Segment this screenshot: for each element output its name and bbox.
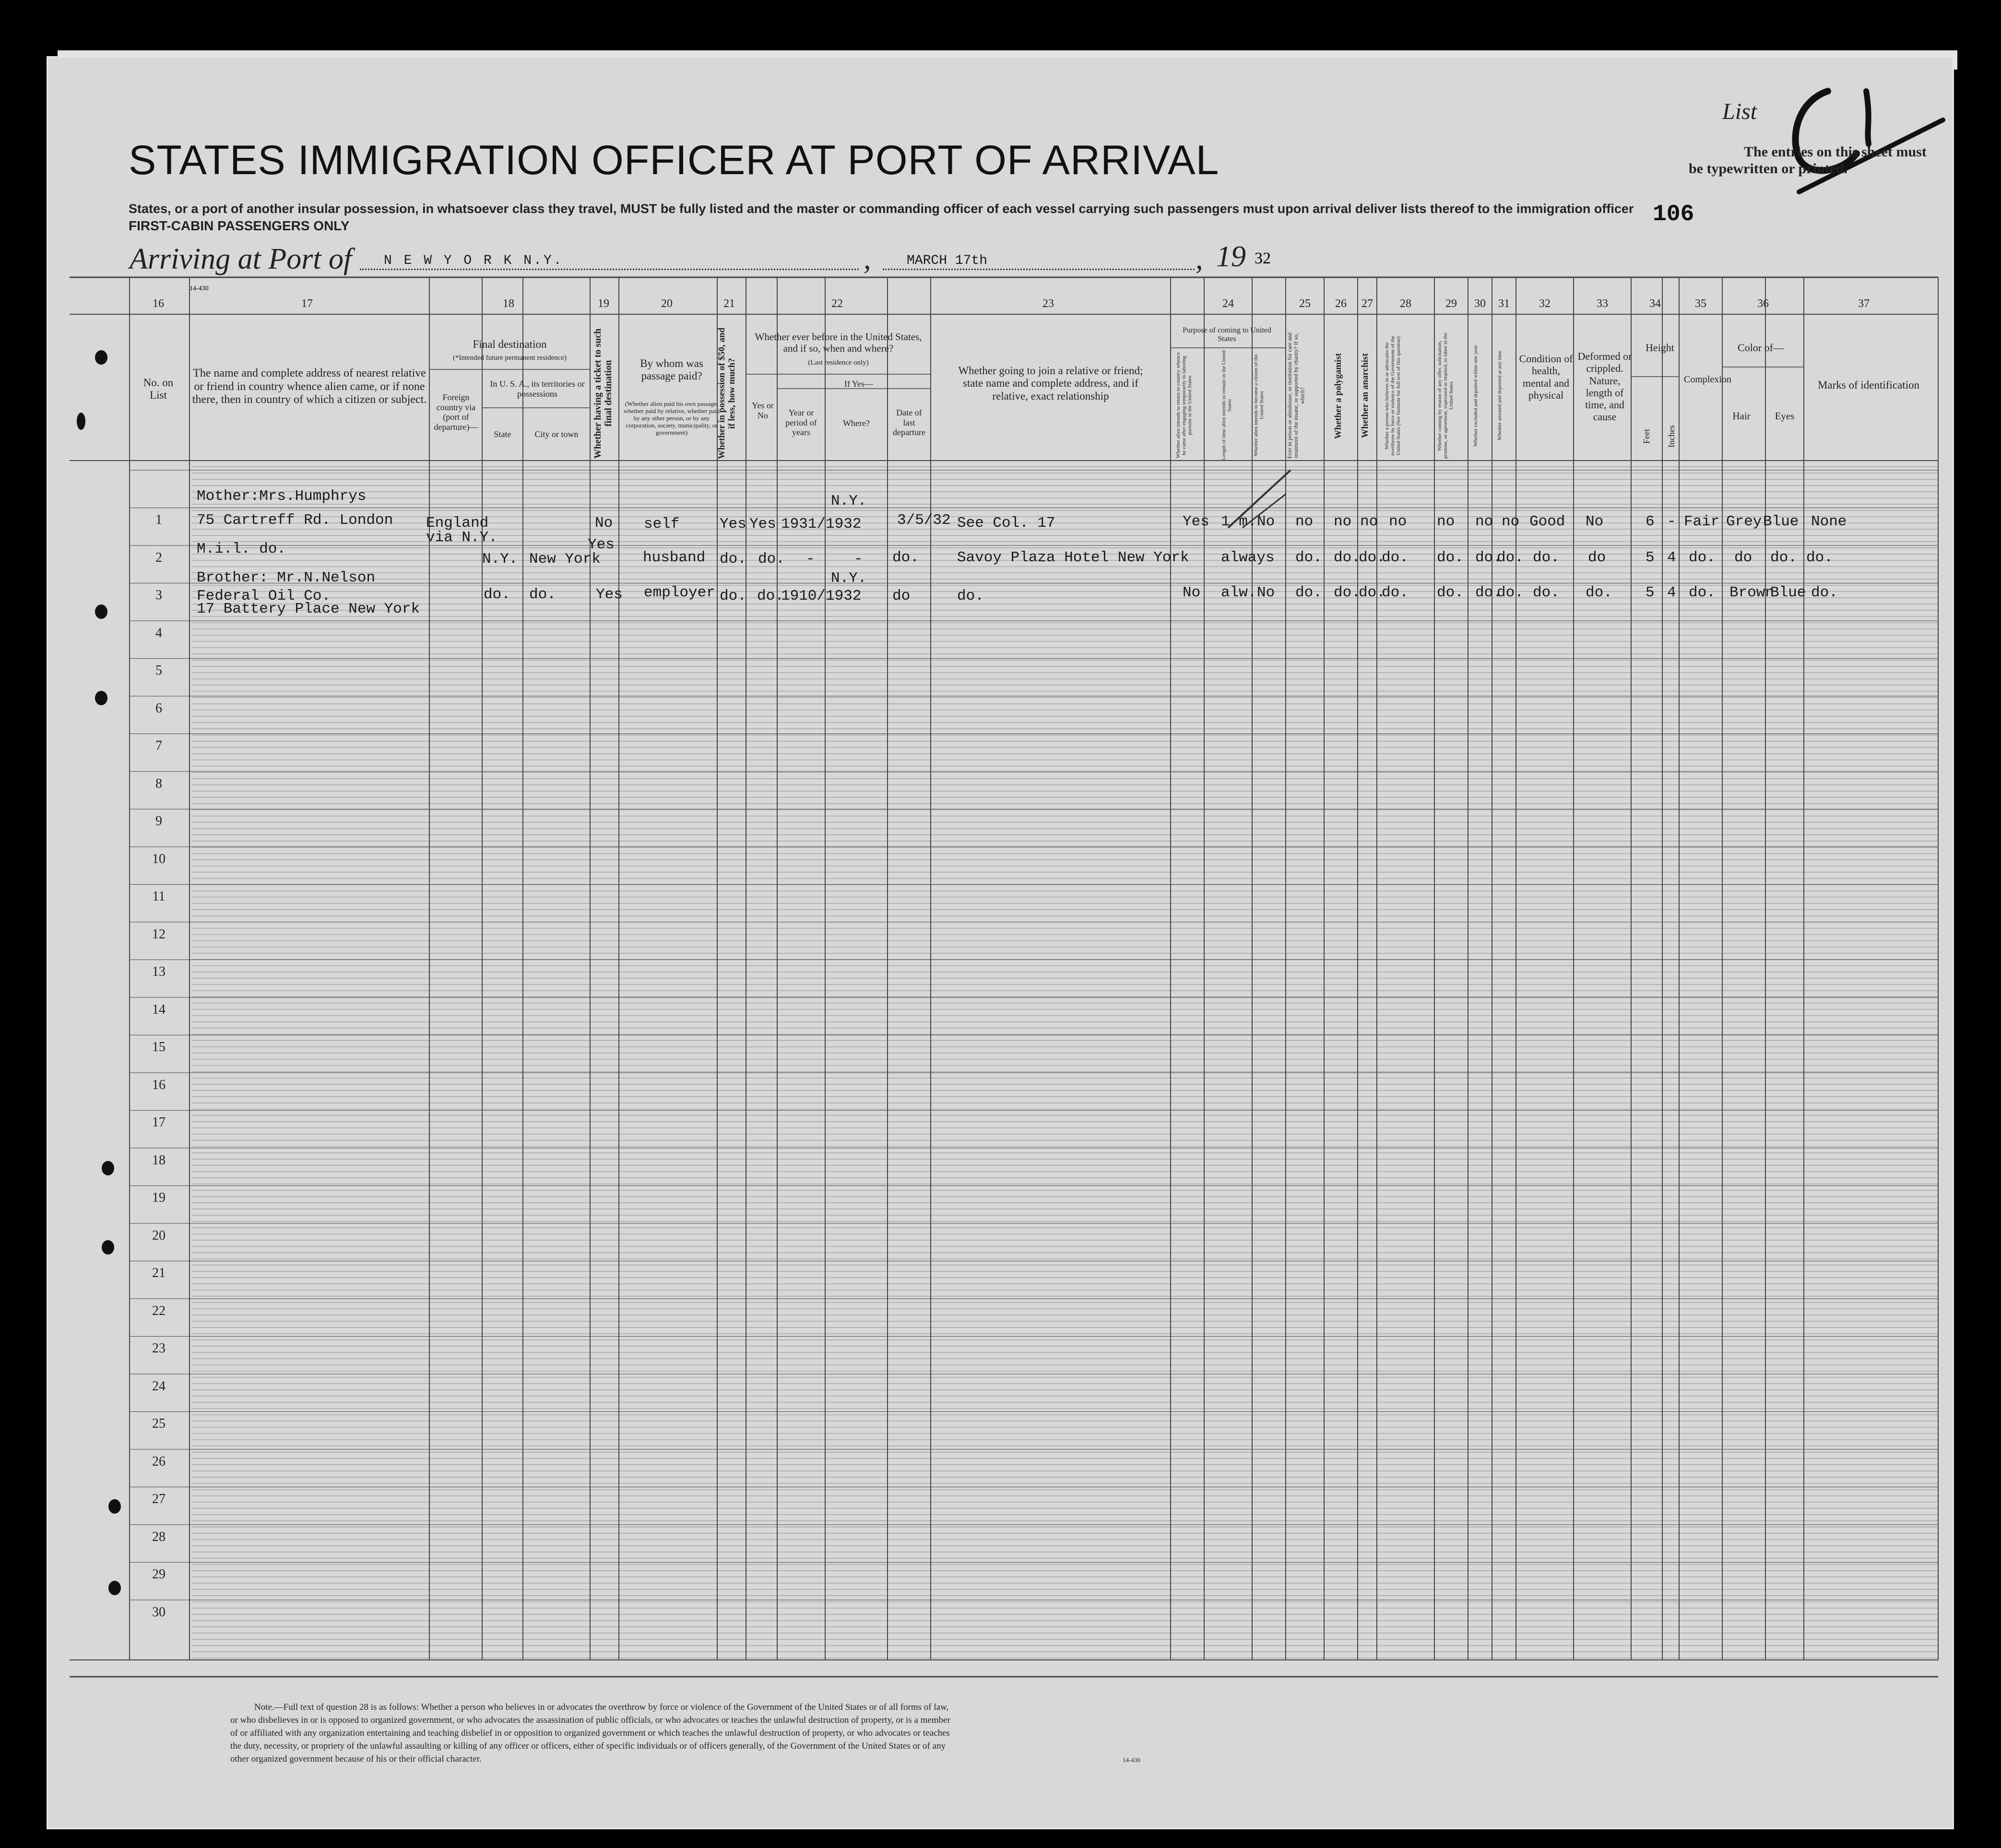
r3-before: do. — [757, 588, 784, 604]
r3-length: alw. — [1221, 584, 1257, 601]
row-number: 25 — [152, 1416, 166, 1431]
r3-q30: do. — [1475, 584, 1502, 601]
comma: , — [1196, 243, 1203, 275]
col19-header: Whether having a ticket to such final destination — [592, 328, 614, 459]
tick-marks-icon — [1219, 461, 1314, 537]
col24-header: Purpose of coming to United States — [1183, 326, 1271, 344]
row-number: 18 — [152, 1152, 166, 1168]
col18-foreign: Foreign country via (port of departure)— — [434, 392, 478, 432]
r3-where: N.Y. — [831, 570, 867, 587]
col36-header: Color of— — [1738, 342, 1784, 354]
column-number: 19 — [598, 297, 609, 310]
row-number: 3 — [155, 588, 162, 603]
r3-state: do. — [484, 586, 510, 603]
row-number: 17 — [152, 1115, 166, 1130]
r3-ticket: Yes — [596, 586, 623, 603]
col20-subheader: (Whether alien paid his own passage, whether paid by relative, whether paid by any other person, or by any corporation, society, municipality, or government) — [624, 400, 720, 436]
col32-header: Condition of health, mental and physical — [1519, 353, 1573, 401]
row-number: 13 — [152, 964, 166, 979]
column-number: 16 — [153, 297, 164, 310]
r2-q31: do. — [1497, 549, 1524, 566]
col35-header: Complexion — [1684, 374, 1731, 385]
col37-header: Marks of identification — [1817, 379, 1920, 391]
date-field: MARCH 17th — [907, 253, 988, 268]
r1-q28: no — [1389, 513, 1407, 530]
column-number: 36 — [1757, 297, 1769, 310]
r3-complexion: do. — [1689, 584, 1716, 601]
r2-year: - — [806, 551, 815, 568]
row-number: 27 — [152, 1492, 166, 1506]
column-number: 32 — [1539, 297, 1551, 310]
row-number: 14 — [152, 1002, 166, 1017]
col31-header: Whether arrested and deported at any time — [1497, 351, 1503, 441]
r3-purpose: No — [1183, 584, 1201, 601]
form-code: 14-430 — [189, 285, 209, 292]
column-number: 25 — [1299, 297, 1311, 310]
r1-q27: no — [1360, 513, 1378, 530]
row-number: 2 — [155, 550, 162, 565]
r2-health: do. — [1533, 549, 1560, 566]
row-number: 15 — [152, 1040, 166, 1054]
r3-q28: do. — [1382, 584, 1409, 601]
r2-depart: do. — [892, 549, 919, 566]
r2-join: Savoy Plaza Hotel New York — [957, 549, 1189, 566]
r1-foreign-b: via N.Y. — [426, 529, 497, 546]
column-number: 34 — [1649, 297, 1661, 310]
col28-header: Whether a person who believes in or advocates the overthrow by force or violence of the Government of the United States (See footnote for full text of this question) — [1384, 335, 1402, 456]
column-number: 21 — [723, 297, 735, 310]
r1-relative-a: Mother:Mrs.Humphrys — [197, 488, 367, 505]
col20-header: By whom was passage paid? — [640, 357, 703, 382]
row-number: 23 — [152, 1341, 166, 1356]
row-number: 28 — [152, 1529, 166, 1544]
row-number: 8 — [155, 776, 162, 791]
column-number: 31 — [1498, 297, 1510, 310]
list-label: List — [1722, 99, 1757, 124]
comma: , — [864, 243, 871, 275]
footnote-line-2: or who disbelieves in or is opposed to organized government, or who advocates the assassination of public officials, or who advocates or teaches the unlawful destruction of property, or is a member — [230, 1715, 950, 1725]
row-number: 9 — [155, 814, 162, 829]
r1-eyes: Blue — [1763, 513, 1799, 530]
r3-q31: do. — [1497, 584, 1524, 601]
r3-depart: do — [892, 588, 911, 604]
r2-q25: do. — [1295, 549, 1322, 566]
col23-header: Whether going to join a relative or friend; state name and complete address, and if relative, exact relationship — [958, 365, 1143, 402]
r2-marks: do. — [1806, 549, 1833, 566]
col22-ifyes: If Yes— — [844, 379, 873, 389]
row-number: 21 — [152, 1266, 166, 1280]
r1-hair: Grey — [1726, 513, 1762, 530]
r1-year: 1931/1932 — [781, 516, 862, 533]
row-number: 19 — [152, 1190, 166, 1205]
col18-header: Final destination — [473, 338, 547, 350]
r1-where: N.Y. — [831, 493, 867, 509]
port-field: N E W Y O R K N.Y. — [384, 253, 564, 268]
col18-subheader: (*Intended future permanent residence) — [453, 354, 567, 362]
row-number: 1 — [155, 512, 162, 527]
entries-note-2: be typewritten or printed. — [1689, 161, 1848, 177]
r3-q29: do. — [1437, 584, 1464, 601]
column-number: 26 — [1335, 297, 1347, 310]
row-number: 6 — [155, 700, 162, 716]
r1-paid: self — [644, 516, 680, 533]
column-number: 27 — [1362, 297, 1373, 310]
col16-header: No. on List — [143, 377, 174, 402]
page-title: STATES IMMIGRATION OFFICER AT PORT OF ARRIVAL — [129, 137, 1220, 183]
r1-join: See Col. 17 — [957, 515, 1055, 532]
r2-deformed: do — [1588, 549, 1606, 566]
r1-marks: None — [1811, 513, 1847, 530]
col33-header: Deformed or crippled. Nature, length of time, and cause — [1577, 350, 1632, 423]
col36-hair: Hair — [1732, 410, 1751, 422]
r1-q26: no — [1334, 513, 1352, 530]
r2-eyes: do. — [1770, 549, 1797, 566]
r2-inches: 4 — [1667, 549, 1676, 566]
row-number: 5 — [155, 663, 162, 678]
r3-city: do. — [529, 586, 556, 603]
column-number: 18 — [503, 297, 514, 310]
col34-feet: Feet — [1642, 429, 1651, 444]
r2-hair: do — [1734, 549, 1752, 566]
column-number: 35 — [1695, 297, 1706, 310]
col22-header: Whether ever before in the United States, and if so, when and where? — [755, 331, 922, 355]
column-number: 20 — [661, 297, 673, 310]
column-number: 24 — [1222, 297, 1234, 310]
r2-before: do. — [758, 551, 785, 568]
row-number: 16 — [152, 1077, 166, 1092]
col24-a: Whether alien intends to return to country whence he came after engaging temporarily in laboring pursuits in the United States — [1175, 352, 1193, 459]
page-subtitle: States, or a port of another insular possession, in whatsoever class they travel, MUST be fully listed and the master or commanding officer of each vessel carrying such passengers must upon arrival deliver lists thereof to the immigration officer — [129, 201, 1634, 216]
col36-eyes: Eyes — [1775, 410, 1795, 422]
col17-header: The name and complete address of nearest relative or friend in country whence alien came, or if none there, then in country of which a citizen or subject. — [192, 367, 427, 406]
r1-feet: 6 — [1646, 513, 1655, 530]
col34-header: Height — [1646, 342, 1674, 354]
cabin-class: FIRST-CABIN PASSENGERS ONLY — [129, 218, 350, 233]
col25-header: Ever in prison or almshouse, or institution for care and treatment of the insane, or supported by charity? If so, which? — [1286, 332, 1306, 459]
row-number: 20 — [152, 1228, 166, 1243]
r3-paid: employer — [644, 584, 715, 601]
column-number: 37 — [1858, 297, 1870, 310]
r3-health: do. — [1533, 584, 1560, 601]
year-prefix: 19 — [1216, 240, 1246, 273]
column-number: 33 — [1597, 297, 1608, 310]
col22-yesno: Yes or No — [752, 401, 774, 420]
col22-subheader: (Last residence only) — [808, 359, 869, 367]
column-number: 30 — [1474, 297, 1486, 310]
r2-q26: do. — [1334, 549, 1361, 566]
r3-q25: do. — [1295, 584, 1322, 601]
footnote-code: 14-430 — [1123, 1756, 1140, 1764]
r1-relative-b: 75 Cartreff Rd. London — [197, 512, 393, 529]
footnote-line-1: Note.—Full text of question 28 is as follows: Whether a person who believes in or advocates the overthrow by force or violence of the Government of the United States or of all forms of law, — [254, 1702, 949, 1712]
col21-header: Whether in possession of $50, and if less, how much? — [717, 327, 737, 460]
r1-q30: no — [1475, 513, 1493, 530]
r2-relative: M.i.l. do. — [197, 541, 286, 557]
row-number: 22 — [152, 1303, 166, 1318]
column-number: 17 — [301, 297, 313, 310]
row-number: 11 — [152, 889, 166, 904]
col26-header: Whether a polygamist — [1333, 353, 1343, 439]
row-number: 4 — [155, 625, 162, 640]
row-number: 7 — [155, 738, 162, 753]
r3-hair: Brown — [1729, 584, 1775, 601]
r3-join: do. — [957, 588, 984, 604]
r1-depart: 3/5/32 — [897, 512, 951, 529]
sheet-number: 106 — [1653, 201, 1694, 227]
r2-state: N.Y. — [482, 551, 518, 568]
r3-relative-b: Federal Oil Co. — [197, 588, 331, 604]
r2-q28: do. — [1382, 549, 1409, 566]
r2-length: always — [1221, 549, 1275, 566]
col22-where: Where? — [843, 418, 870, 428]
entries-note-1: The entries on this sheet must — [1744, 144, 1927, 160]
col18-city: City or town — [534, 429, 579, 439]
r2-complexion: do. — [1689, 549, 1716, 566]
r3-q26: do. — [1334, 584, 1361, 601]
r3-eyes: Blue — [1770, 584, 1806, 601]
col18-usa: In U. S. A., its territories or possessions — [490, 379, 585, 399]
r3-relative-c: 17 Battery Place New York — [197, 601, 420, 617]
col24-b: Length of time alien intends to remain in the United States — [1221, 350, 1233, 461]
r2-money: do. — [720, 551, 746, 568]
arriving-label: Arriving at Port of — [130, 243, 352, 275]
year-suffix: 32 — [1255, 249, 1271, 267]
col30-header: Whether excluded and deported within one year — [1473, 345, 1479, 447]
r3-money: do. — [720, 588, 746, 604]
col22-date: Date of last departure — [893, 408, 925, 438]
r3-year: 1910/1932 — [781, 588, 862, 604]
r2-feet: 5 — [1646, 549, 1655, 566]
r3-inches: 4 — [1667, 584, 1676, 601]
column-number: 29 — [1445, 297, 1457, 310]
col29-header: Whether coming by reason of any offer, solicitation, promise, or agreement, expressed or implied, to labor in the United States — [1437, 332, 1455, 459]
footnote-line-5: other organized government because of his or their official character. — [230, 1754, 482, 1764]
r1-q25: no — [1295, 513, 1314, 530]
r3-relative-a: Brother: Mr.N.Nelson — [197, 569, 376, 586]
r3-marks: do. — [1811, 584, 1838, 601]
col27-header: Whether an anarchist — [1360, 353, 1370, 438]
r1-health: Good — [1529, 513, 1565, 530]
footnote-line-4: the duty, necessity, or propriety of the unlawful assaulting or killing of any officer or officers, either of specific individuals or of officers generally, of the Government of the United States or of any — [230, 1741, 946, 1751]
r1-money: Yes — [720, 516, 746, 533]
r1-purpose: Yes — [1183, 513, 1209, 530]
r2-q29: do. — [1437, 549, 1464, 566]
r1-before: Yes — [749, 516, 776, 533]
footnote-line-3: of or affiliated with any organization entertaining and teaching disbelief in or opposition to organized government or which teaches the unlawful destruction of property, or who advocates or teaches — [230, 1728, 950, 1738]
r1-inches: - — [1667, 513, 1676, 530]
r2-paid: husband — [643, 549, 706, 566]
row-number: 12 — [152, 926, 166, 942]
col34-inches: Inches — [1667, 425, 1676, 448]
r2-q27: do. — [1359, 549, 1385, 566]
r3-q27: do. — [1359, 584, 1385, 601]
row-number: 10 — [152, 851, 166, 866]
col18-state: State — [494, 429, 511, 439]
r3-deformed: do. — [1586, 584, 1612, 601]
r1-deformed: No — [1586, 513, 1604, 530]
row-number: 24 — [152, 1378, 166, 1394]
col24-c: Whether alien intends to become a citizen of the United States — [1253, 354, 1265, 457]
r1-citizen: No — [1257, 513, 1275, 530]
row-number: 30 — [152, 1604, 166, 1620]
r1-q31: no — [1502, 513, 1520, 530]
r3-feet: 5 — [1646, 584, 1655, 601]
row-number: 29 — [152, 1567, 166, 1582]
column-number: 22 — [831, 297, 843, 310]
col22-year: Year or period of years — [785, 408, 817, 438]
r1-q29: no — [1437, 513, 1455, 530]
column-number: 23 — [1042, 297, 1054, 310]
r1-foreign: England — [426, 515, 489, 532]
r2-where: - — [854, 551, 863, 568]
column-number: 28 — [1400, 297, 1411, 310]
r2-q30: do. — [1475, 549, 1502, 566]
r1-length: 1 m. — [1221, 513, 1257, 530]
r1-ticket: No — [595, 515, 613, 532]
r2-city: New York — [529, 551, 601, 568]
r2-ticket: Yes — [588, 536, 615, 553]
r1-complexion: Fair — [1684, 513, 1720, 530]
row-number: 26 — [152, 1454, 166, 1469]
r3-citizen: No — [1257, 584, 1275, 601]
